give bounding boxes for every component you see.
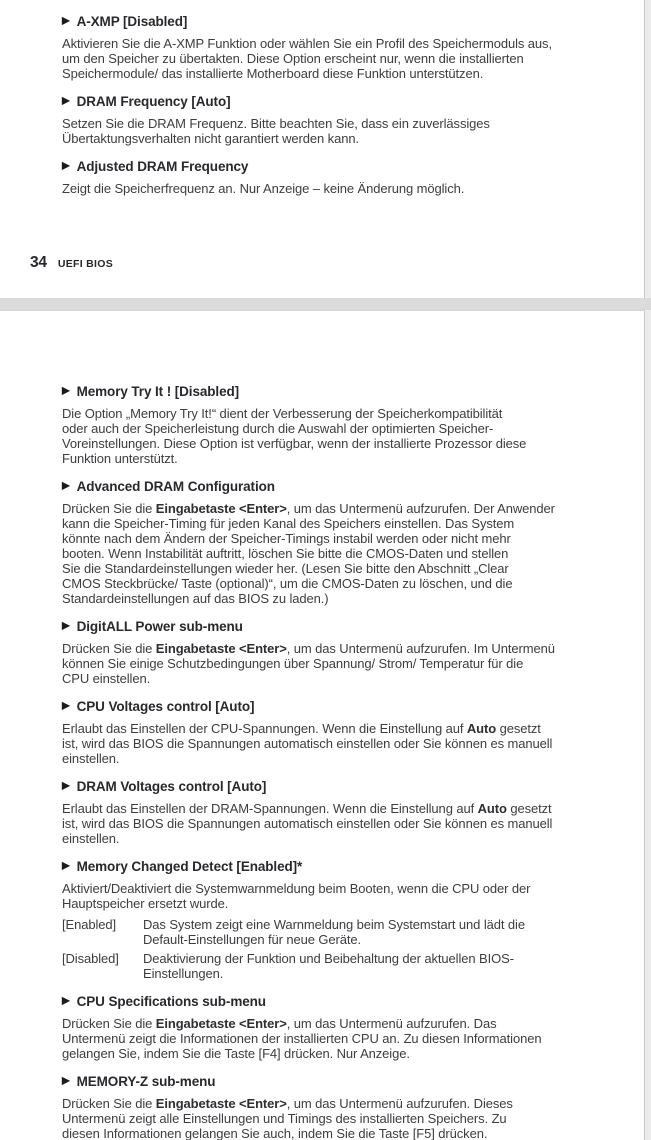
page-2-content	[0, 311, 644, 1140]
section-paragraph: Die Option „Memory Try It!“ dient der Verbesserung der Speicherkompatibilität oder auch der Speicherleistung durch die Auswahl der optimierten Speicher- Voreinstellungen. Diese Option ist verfügbar, wenn der installierte Prozessor diese Funktion unterstützt.	[62, 406, 527, 466]
section-heading	[62, 619, 636, 634]
definition-term: [Disabled]	[62, 951, 119, 966]
triangle-right-icon: ▶	[62, 480, 70, 492]
section-paragraph: Setzen Sie die DRAM Frequenz. Bitte beachten Sie, dass ein zuverlässiges Übertaktungsverhalten nicht garantiert werden kann.	[62, 116, 490, 146]
manual-section	[62, 159, 636, 196]
triangle-right-icon: ▶	[62, 160, 70, 172]
section-heading-label: Memory Try It ! [Disabled]	[76, 384, 240, 399]
section-heading	[62, 14, 636, 29]
section-heading	[62, 479, 636, 494]
manual-section	[62, 384, 636, 466]
section-paragraph: Erlaubt das Einstellen der CPU-Spannungen. Wenn die Einstellung auf Auto gesetzt ist, wird das BIOS die Spannungen automatisch einstellen oder Sie können es manuell einstellen.	[62, 721, 553, 766]
manual-section	[62, 859, 636, 981]
definition-description: Das System zeigt eine Warnmeldung beim Systemstart und lädt die Default-Einstellungen für neue Geräte.	[143, 917, 525, 947]
definition-term: [Enabled]	[62, 917, 117, 932]
section-heading	[62, 94, 636, 109]
triangle-right-icon: ▶	[62, 1075, 70, 1087]
pages-gap	[0, 298, 651, 310]
section-heading-label: DRAM Voltages control [Auto]	[76, 779, 267, 794]
footer-chapter-label: UEFI BIOS	[57, 258, 114, 270]
section-heading	[62, 1074, 636, 1089]
definition-list	[62, 917, 636, 981]
section-heading-label: DRAM Frequency [Auto]	[76, 94, 231, 109]
triangle-right-icon: ▶	[62, 620, 70, 632]
section-heading	[62, 384, 636, 399]
triangle-right-icon: ▶	[62, 995, 70, 1007]
triangle-right-icon: ▶	[62, 700, 70, 712]
definition-description: Deaktivierung der Funktion und Beibehaltung der aktuellen BIOS- Einstellungen.	[143, 951, 514, 981]
triangle-right-icon: ▶	[62, 860, 70, 872]
section-heading	[62, 699, 636, 714]
triangle-right-icon: ▶	[62, 385, 70, 397]
section-paragraph: Aktivieren Sie die A-XMP Funktion oder wählen Sie ein Profil des Speichermoduls aus, um den Speicher zu übertakten. Diese Option erscheint nur, wenn die installierten Speichermodule/ das installierte Motherboard diese Funktion unterstützen.	[62, 36, 552, 81]
section-heading-label: CPU Specifications sub-menu	[76, 994, 266, 1009]
triangle-right-icon: ▶	[62, 95, 70, 107]
definition-row	[62, 951, 636, 981]
manual-page-2	[0, 310, 645, 1140]
section-heading	[62, 779, 636, 794]
section-heading-label: Adjusted DRAM Frequency	[76, 159, 249, 174]
manual-section	[62, 779, 636, 846]
manual-section	[62, 994, 636, 1061]
manual-section	[62, 479, 636, 606]
section-heading	[62, 159, 636, 174]
section-heading-label: MEMORY-Z sub-menu	[76, 1074, 216, 1089]
section-paragraph: Aktiviert/Deaktiviert die Systemwarnmeldung beim Booten, wenn die CPU oder der Hauptspeicher ersetzt wurde.	[62, 881, 531, 911]
section-heading-label: DigitALL Power sub-menu	[76, 619, 243, 634]
manual-section	[62, 699, 636, 766]
manual-section	[62, 1074, 636, 1140]
section-heading-label: A-XMP [Disabled]	[76, 14, 188, 29]
section-paragraph: Drücken Sie die Eingabetaste <Enter>, um das Untermenü aufzurufen. Das Untermenü zeigt die Informationen der installierten CPU an. Zu diesen Informationen gelangen Sie, indem Sie die Taste [F4] drücken. Nur Anzeige.	[62, 1016, 542, 1061]
page-number: 34	[30, 254, 47, 271]
definition-row	[62, 917, 636, 947]
section-heading-label: Advanced DRAM Configuration	[76, 479, 275, 494]
manual-section	[62, 14, 636, 81]
section-heading	[62, 994, 636, 1009]
section-heading-label: Memory Changed Detect [Enabled]*	[76, 859, 303, 874]
manual-page-1	[0, 0, 645, 299]
section-heading	[62, 859, 636, 874]
page-1-content	[0, 0, 644, 196]
section-paragraph: Zeigt die Speicherfrequenz an. Nur Anzeige – keine Änderung möglich.	[62, 181, 465, 196]
triangle-right-icon: ▶	[62, 15, 70, 27]
section-paragraph: Drücken Sie die Eingabetaste <Enter>, um das Untermenü aufzurufen. Dieses Untermenü zeigt alle Einstellungen und Timings des installierten Speichers. Zu diesen Informationen gelangen Sie auch, indem Sie die Taste [F5] drücken.	[62, 1096, 513, 1140]
manual-section	[62, 94, 636, 146]
section-heading-label: CPU Voltages control [Auto]	[76, 699, 255, 714]
triangle-right-icon: ▶	[62, 780, 70, 792]
section-paragraph: Drücken Sie die Eingabetaste <Enter>, um das Untermenü aufzurufen. Im Untermenü können Sie einige Schutzbedingungen über Spannung/ Strom/ Temperatur für die CPU einstellen.	[62, 641, 555, 686]
section-paragraph: Erlaubt das Einstellen der DRAM-Spannungen. Wenn die Einstellung auf Auto gesetzt ist, wird das BIOS die Spannungen automatisch einstellen oder Sie können es manuell einstellen.	[62, 801, 553, 846]
section-paragraph: Drücken Sie die Eingabetaste <Enter>, um das Untermenü aufzurufen. Der Anwender kann die Speicher-Timing für jeden Kanal des Speichers einstellen. Das System könnte nach dem Ändern der Speicher-Timings instabil werden oder nicht mehr booten. Wenn Instabilität auftritt, löschen Sie bitte die CMOS-Daten und stellen Sie die Standardeinstellungen wieder her. (Lesen Sie bitte den Abschnitt „Clear CMOS Steckbrücke/ Taste (optional)“, um die CMOS-Daten zu löschen, und die Standardeinstellungen auf das BIOS zu laden.)	[62, 501, 555, 606]
page-footer	[30, 254, 113, 272]
manual-section	[62, 619, 636, 686]
